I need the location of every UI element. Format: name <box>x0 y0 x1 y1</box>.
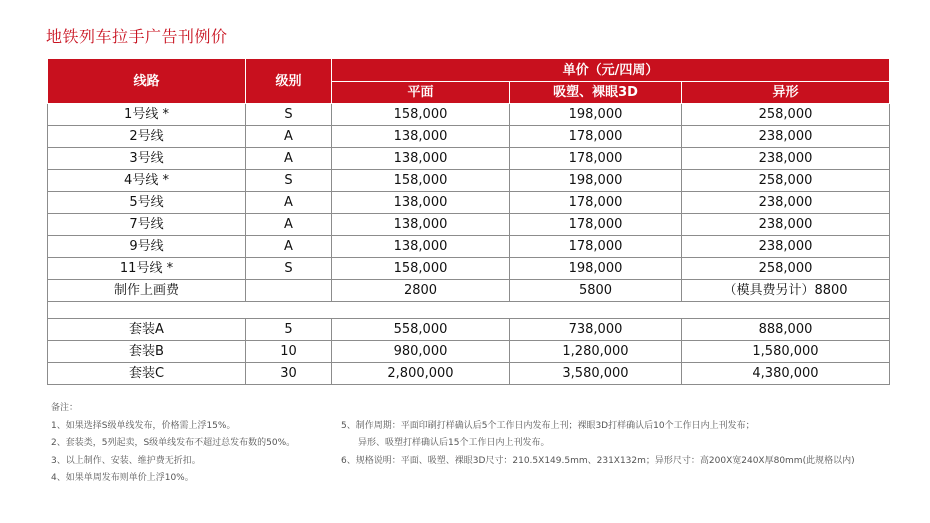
cell-route: 5号线 <box>48 192 246 214</box>
header-shaped: 异形 <box>682 82 890 104</box>
cell-package: 套装C <box>48 363 246 385</box>
cell-package: 套装B <box>48 341 246 363</box>
cell-shape: 238,000 <box>682 236 890 258</box>
table-row <box>48 236 890 258</box>
cell-mold: 5800 <box>510 280 682 302</box>
cell-level: A <box>246 192 332 214</box>
package-row <box>48 341 890 363</box>
cell-mold: 3,580,000 <box>510 363 682 385</box>
cell-mold: 198,000 <box>510 170 682 192</box>
cell-route: 2号线 <box>48 126 246 148</box>
notes-left <box>51 400 351 488</box>
cell-level: A <box>246 126 332 148</box>
cell-shape: 238,000 <box>682 214 890 236</box>
cell-mold: 178,000 <box>510 148 682 170</box>
table-body <box>48 104 890 385</box>
cell-route: 1号线 * <box>48 104 246 126</box>
table-row <box>48 104 890 126</box>
table-row <box>48 126 890 148</box>
cell-route: 制作上画费 <box>48 280 246 302</box>
cell-shape: （模具费另计）8800 <box>682 280 890 302</box>
cell-shape: 258,000 <box>682 258 890 280</box>
cell-count: 5 <box>246 319 332 341</box>
package-row <box>48 363 890 385</box>
cell-shape: 238,000 <box>682 126 890 148</box>
table-spacer-row <box>48 302 890 319</box>
cell-flat: 138,000 <box>332 148 510 170</box>
package-row <box>48 319 890 341</box>
spacer-cell <box>48 302 890 319</box>
cell-flat: 558,000 <box>332 319 510 341</box>
header-flat: 平面 <box>332 82 510 104</box>
cell-level: A <box>246 214 332 236</box>
note-item: 5、制作周期：平面印刷打样确认后5个工作日内发布上刊；裸眼3D打样确认后10个工作日内上刊发布； <box>341 420 755 431</box>
cell-mold: 198,000 <box>510 258 682 280</box>
cell-shape: 888,000 <box>682 319 890 341</box>
cell-mold: 738,000 <box>510 319 682 341</box>
cell-flat: 158,000 <box>332 258 510 280</box>
cell-shape: 1,580,000 <box>682 341 890 363</box>
cell-route: 7号线 <box>48 214 246 236</box>
note-item-continued: 异形、吸塑打样确认后15个工作日内上刊发布。 <box>358 438 550 448</box>
cell-level: S <box>246 258 332 280</box>
cell-mold: 178,000 <box>510 214 682 236</box>
cell-shape: 238,000 <box>682 192 890 214</box>
cell-route: 11号线 * <box>48 258 246 280</box>
cell-mold: 178,000 <box>510 236 682 258</box>
cell-shape: 258,000 <box>682 104 890 126</box>
note-item: 1、如果选择S级单线发布，价格需上浮15%。 <box>51 420 236 431</box>
table-row <box>48 170 890 192</box>
cell-route: 9号线 <box>48 236 246 258</box>
cell-mold: 1,280,000 <box>510 341 682 363</box>
page-title: 地铁列车拉手广告刊例价 <box>46 27 228 46</box>
cell-level <box>246 280 332 302</box>
header-route: 线路 <box>48 59 246 104</box>
cell-count: 30 <box>246 363 332 385</box>
cell-flat: 158,000 <box>332 170 510 192</box>
header-price-group: 单价（元/四周） <box>332 59 890 82</box>
table-row-production-fee <box>48 280 890 302</box>
cell-package: 套装A <box>48 319 246 341</box>
cell-level: S <box>246 104 332 126</box>
cell-mold: 178,000 <box>510 192 682 214</box>
header-mold-3d: 吸塑、裸眼3D <box>510 82 682 104</box>
table-row <box>48 258 890 280</box>
cell-route: 3号线 <box>48 148 246 170</box>
note-item: 3、以上制作、安装、维护费无折扣。 <box>51 455 201 466</box>
notes-right <box>341 400 901 470</box>
table-row <box>48 214 890 236</box>
header-level: 级别 <box>246 59 332 104</box>
price-table <box>47 58 890 385</box>
cell-count: 10 <box>246 341 332 363</box>
cell-flat: 2,800,000 <box>332 363 510 385</box>
cell-mold: 178,000 <box>510 126 682 148</box>
cell-flat: 2800 <box>332 280 510 302</box>
cell-shape: 258,000 <box>682 170 890 192</box>
notes-heading: 备注： <box>51 403 79 413</box>
cell-flat: 138,000 <box>332 214 510 236</box>
cell-shape: 4,380,000 <box>682 363 890 385</box>
cell-flat: 138,000 <box>332 126 510 148</box>
table-row <box>48 148 890 170</box>
cell-flat: 158,000 <box>332 104 510 126</box>
note-item: 4、如果单周发布则单价上浮10%。 <box>51 473 194 483</box>
cell-level: A <box>246 148 332 170</box>
cell-mold: 198,000 <box>510 104 682 126</box>
note-item: 6、规格说明：平面、吸塑、裸眼3D尺寸：210.5X149.5mm、231X132m；异形尺寸：高200X宽240X厚80mm(此规格以内) <box>341 455 855 466</box>
cell-route: 4号线 * <box>48 170 246 192</box>
cell-flat: 138,000 <box>332 236 510 258</box>
cell-shape: 238,000 <box>682 148 890 170</box>
note-item: 2、套装类，5列起卖，S级单线发布不超过总发布数的50%。 <box>51 438 296 448</box>
table-row <box>48 192 890 214</box>
cell-flat: 980,000 <box>332 341 510 363</box>
cell-level: A <box>246 236 332 258</box>
cell-flat: 138,000 <box>332 192 510 214</box>
cell-level: S <box>246 170 332 192</box>
